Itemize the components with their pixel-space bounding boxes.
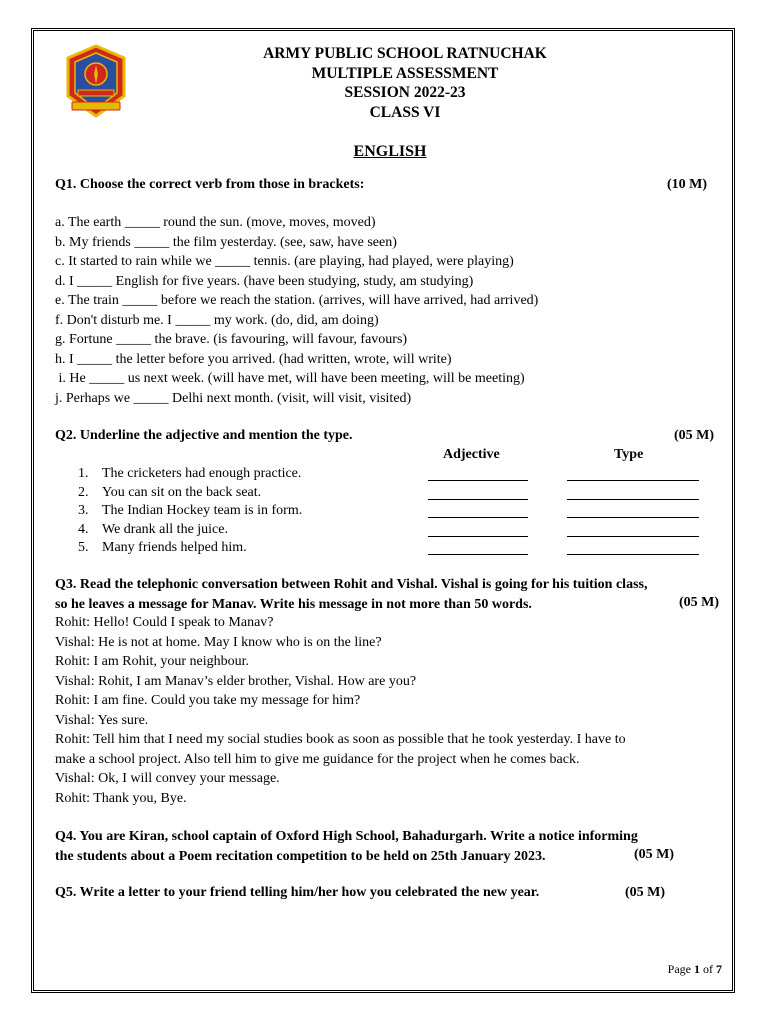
adjective-blank[interactable] xyxy=(428,480,528,481)
type-blank[interactable] xyxy=(567,480,699,481)
q1-item: i. He _____ us next week. (will have met, will have been meeting, will be meeting) xyxy=(55,371,525,386)
q3-marks: (05 M) xyxy=(679,594,720,610)
q1-item: a. The earth _____ round the sun. (move, moves, moved) xyxy=(55,215,376,230)
q1-marks: (10 M) xyxy=(667,177,708,192)
school-header xyxy=(180,44,630,122)
adjective-blank[interactable] xyxy=(428,554,528,555)
dialog-line: Rohit: Thank you, Bye. xyxy=(55,790,187,806)
q1-title: Q1. Choose the correct verb from those in brackets: xyxy=(55,177,365,192)
dialog-line: Rohit: Tell him that I need my social studies book as soon as possible that he took yesterday. I have to xyxy=(55,732,626,747)
q1-item: b. My friends _____ the film yesterday. (see, saw, have seen) xyxy=(55,234,397,250)
q1-item: h. I _____ the letter before you arrived. (had written, wrote, will write) xyxy=(55,351,452,367)
dialog-line: Rohit: I am Rohit, your neighbour. xyxy=(55,654,250,669)
q1-item: d. I _____ English for five years. (have been studying, study, am studying) xyxy=(55,273,474,289)
q2-item: 1. The cricketers had enough practice. xyxy=(78,466,302,481)
dialog-line: Rohit: I am fine. Could you take my message for him? xyxy=(55,693,361,708)
type-blank[interactable] xyxy=(567,517,699,518)
q1-item: f. Don't disturb me. I _____ my work. (do, did, am doing) xyxy=(55,312,379,328)
q4-marks: (05 M) xyxy=(634,846,675,862)
dialog-line: Vishal: He is not at home. May I know who is on the line? xyxy=(55,634,382,650)
adjective-blank[interactable] xyxy=(428,536,528,537)
q2-item: 5. Many friends helped him. xyxy=(78,540,247,555)
q2-item: 2. You can sit on the back seat. xyxy=(78,484,262,500)
adjective-column-header: Adjective xyxy=(443,447,500,462)
q2-item: 3. The Indian Hockey team is in form. xyxy=(78,503,303,518)
dialog-line: Rohit: Hello! Could I speak to Manav? xyxy=(55,615,274,630)
dialog-line: Vishal: Ok, I will convey your message. xyxy=(55,771,280,786)
q1-item: j. Perhaps we _____ Delhi next month. (visit, will visit, visited) xyxy=(55,390,412,406)
type-column-header: Type xyxy=(614,447,644,462)
q1-item: g. Fortune _____ the brave. (is favouring, will favour, favours) xyxy=(55,332,408,347)
q2-item: 4. We drank all the juice. xyxy=(78,521,228,537)
type-blank[interactable] xyxy=(567,536,699,537)
adjective-blank[interactable] xyxy=(428,499,528,500)
q3-dialog xyxy=(55,613,725,808)
dialog-line: Vishal: Yes sure. xyxy=(55,712,149,728)
q4-text: Q4. You are Kiran, school captain of Oxford High School, Bahadurgarh. Write a notice informing the students about a Poem recitation competition to be held on 25th January 2023. xyxy=(55,829,638,864)
session: SESSION 2022-23 xyxy=(344,84,466,101)
q3-title: Q3. Read the telephonic conversation between Rohit and Vishal. Vishal is going for his tuition class, so he leaves a message for Manav. Write his message in not more than 50 words. xyxy=(55,577,648,612)
army-public-school-crest-icon xyxy=(64,44,128,118)
subject-title: ENGLISH xyxy=(353,143,427,160)
q5-text: Q5. Write a letter to your friend telling him/her how you celebrated the new year. xyxy=(55,885,540,900)
dialog-line: Vishal: Rohit, I am Manav’s elder brother, Vishal. How are you? xyxy=(55,673,417,689)
school-name: ARMY PUBLIC SCHOOL RATNUCHAK xyxy=(263,45,547,62)
q2-title: Q2. Underline the adjective and mention the type. xyxy=(55,428,353,443)
q1-item: c. It started to rain while we _____ tennis. (are playing, had played, were playing) xyxy=(55,254,514,269)
q2-marks: (05 M) xyxy=(674,428,715,443)
assessment-title: MULTIPLE ASSESSMENT xyxy=(311,64,499,82)
type-blank[interactable] xyxy=(567,499,699,500)
class: CLASS VI xyxy=(369,103,441,121)
q5-marks: (05 M) xyxy=(625,885,666,900)
q1-item: e. The train _____ before we reach the station. (arrives, will have arrived, had arrived) xyxy=(55,293,539,308)
page-number: Page 1 of 7 xyxy=(667,962,722,976)
type-blank[interactable] xyxy=(567,554,699,555)
adjective-blank[interactable] xyxy=(428,517,528,518)
dialog-line: make a school project. Also tell him to give me guidance for the project when he comes back. xyxy=(55,751,580,767)
